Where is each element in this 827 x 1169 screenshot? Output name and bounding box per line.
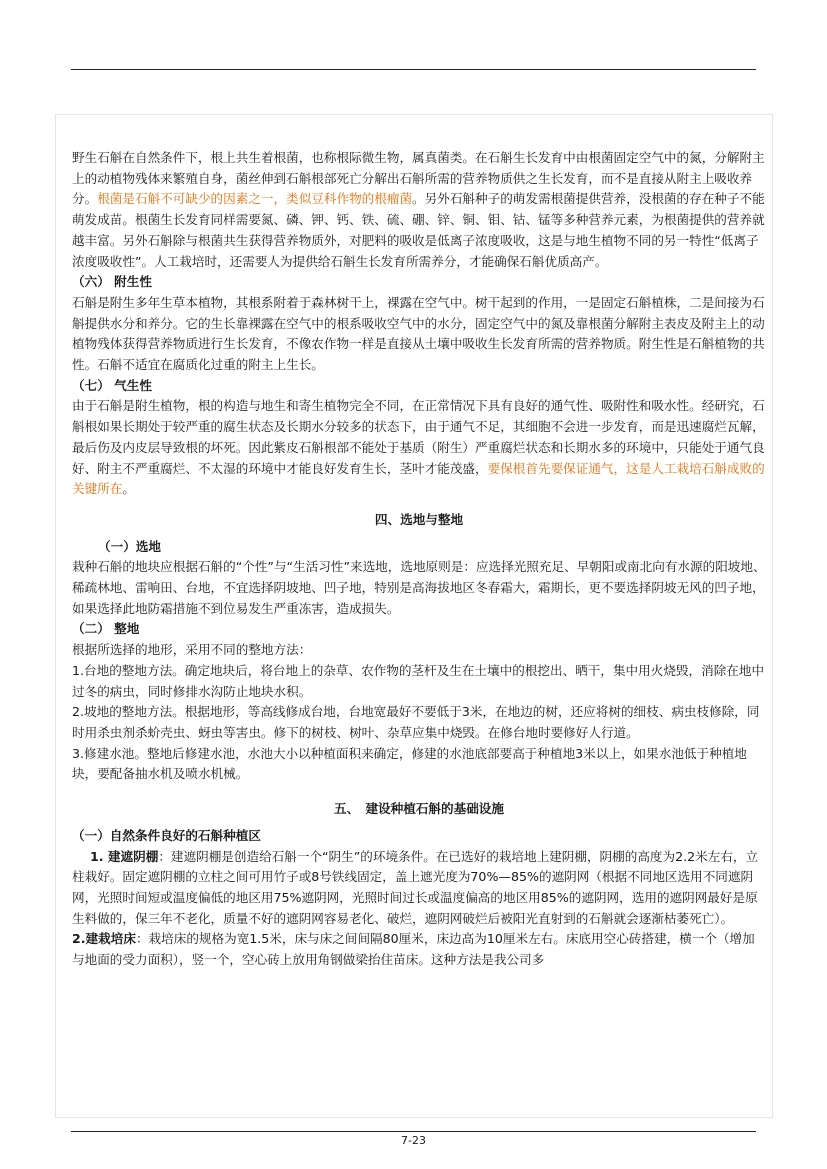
heading-epiphytic: （六） 附生性 (72, 274, 152, 290)
heading-natural-area: （一）自然条件良好的石斛种植区 (72, 827, 261, 843)
highlight-root-fungus: 根菌是石斛不可缺少的因素之一，类似豆科作物的根瘤菌 (97, 191, 413, 207)
header-rule (71, 69, 756, 70)
highlight-ventilation: 要保根首先要保证通气，这是人工栽培石斛成败的关键所在 (72, 460, 765, 497)
paragraph-land-prep-intro: 根据所选择的地形，采用不同的整地方法： (72, 642, 312, 658)
paragraph-epiphytic: 石斛是附生多年生草本植物，其根系附着于森林树干上，裸露在空气中。树干起到的作用，一是固定石斛植株，二是间接为石斛提供水分和养分。它的生长靠裸露在空气中的根系吸收空气中的水分，固定空气中的氮及靠根菌分解附主表皮及附主上的动植物残体获得营养物质进行生长发育，不像农作物一样是直接从土壤中吸收生长发育所需的营养物质。附生性是石斛植物的共性。石斛不适宜在腐质化过重的附主上生长。 (72, 294, 765, 373)
chapter-5-title: 五、 建设种植石斛的基础设施 (333, 801, 504, 817)
heading-land-prep: （二） 整地 (72, 621, 140, 637)
document-body (72, 148, 766, 971)
heading-site-selection: （一）选地 (98, 538, 161, 554)
paragraph-cultivation-bed: 2.建栽培床：栽培床的规格为宽1.5米，床与床之间间隔80厘米，床边高为10厘米左右。床底用空心砖搭建，横一个（增加与地面的受力面积），竖一个，空心砖上放用角钢做梁抬住苗床。这种方法是我公司多 (72, 931, 755, 968)
list-item-slope: 2.坡地的整地方法。根据地形，等高线修成台地，台地宽最好不要低于3米，在地边的树，还应将树的细枝、病虫枝修除，同时用杀虫剂杀蚧壳虫、蚜虫等害虫。修下的树枝、树叶、杂草应集中烧毁。在修台地时要修好人行道。 (72, 704, 760, 740)
paragraph-shade-shed: 1. 建遮阴棚：建遮阴棚是创造给石斛一个“阴生”的环境条件。在已选好的栽培地上建阴棚，阴棚的高度为2.2米左右，立柱栽好。固定遮阴棚的立柱之间可用竹子或8号铁线固定，盖上遮光度为70%—85%的遮阴网（根据不同地区选用不同遮阴网，光照时间短或温度偏低的地区用75%遮阴网，光照时间过长或温度偏高的地区用85%的遮阴网，选用的遮阴网最好是原生料做的，保三年不老化，质量不好的遮阴网容易老化、破烂，遮阴网破烂后被阳光直射到的石斛就会逐渐枯萎死亡）。 (72, 848, 759, 926)
paragraph-root-fungus: 野生石斛在自然条件下，根上共生着根菌，也称根际微生物，属真菌类。在石斛生长发育中由根菌固定空气中的氮，分解附主上的动植物残体来繁殖自身，菌丝伸到石斛根部死亡分解出石斛所需的营养物质供之生长发育，而不是直接从附主上吸收养分。根菌是石斛不可缺少的因素之一，类似豆科作物的根瘤菌。另外石斛种子的萌发需根菌提供营养，没根菌的存在种子不能萌发成苗。根菌生长发育同样需要氮、磷、钾、钙、铁、硫、硼、锌、铜、钼、钴、锰等多种营养元素，为根菌提供的营养就越丰富。另外石斛除与根菌共生获得营养物质外，对肥料的吸收是低离子浓度吸收，这是与地生植物不同的另一特性“低离子浓度吸收性”。人工栽培时，还需要人为提供给石斛生长发育所需养分，才能确保石斛优质高产。 (72, 150, 765, 269)
paragraph-aerial: 由于石斛是附生植物，根的构造与地生和寄生植物完全不同，在正常情况下具有良好的通气性、吸附性和吸水性。经研究，石斛根如果长期处于较严重的腐生状态及长期水分较多的状态下，由于通气不足，其细胞不会进一步发育，而是迅速腐烂瓦解，最后伤及内皮层导致根的坏死。因此紫皮石斛根部不能处于基质（附生）严重腐烂状态和长期水多的环境中，只能处于通气良好、附主不严重腐烂、不太湿的环境中才能良好发育生长，茎叶才能茂盛，要保根首先要保证通气，这是人工栽培石斛成败的关键所在。 (72, 398, 765, 497)
paragraph-site-selection: 栽种石斛的地块应根据石斛的“个性”与“生活习性”来选地，选地原则是：应选择光照充足、早朝阳或南北向有水源的阳坡地、稀疏林地、雷响田、台地，不宜选择阴坡地、凹子地，特别是高海拔地区冬春霜大，霜期长，更不要选择阴坡无风的凹子地，如果选择此地防霜措施不到位易发生严重冻害，造成损失。 (72, 559, 766, 616)
page-number: 7-23 (401, 1134, 426, 1147)
heading-aerial: （七） 气生性 (72, 377, 152, 393)
footer-rule (71, 1131, 756, 1132)
list-item-terrace: 1.台地的整地方法。确定地块后，将台地上的杂草、农作物的茎杆及生在土壤中的根挖出、晒干，集中用火烧毁，消除在地中过冬的病虫，同时修排水沟防止地块水积。 (72, 662, 765, 699)
list-item-pool: 3.修建水池。整地后修建水池，水池大小以种植面积来确定，修建的水池底部要高于种植地3米以上，如果水池低于种植地块，要配备抽水机及喷水机械。 (72, 745, 747, 782)
chapter-4-title: 四、选地与整地 (374, 511, 464, 527)
